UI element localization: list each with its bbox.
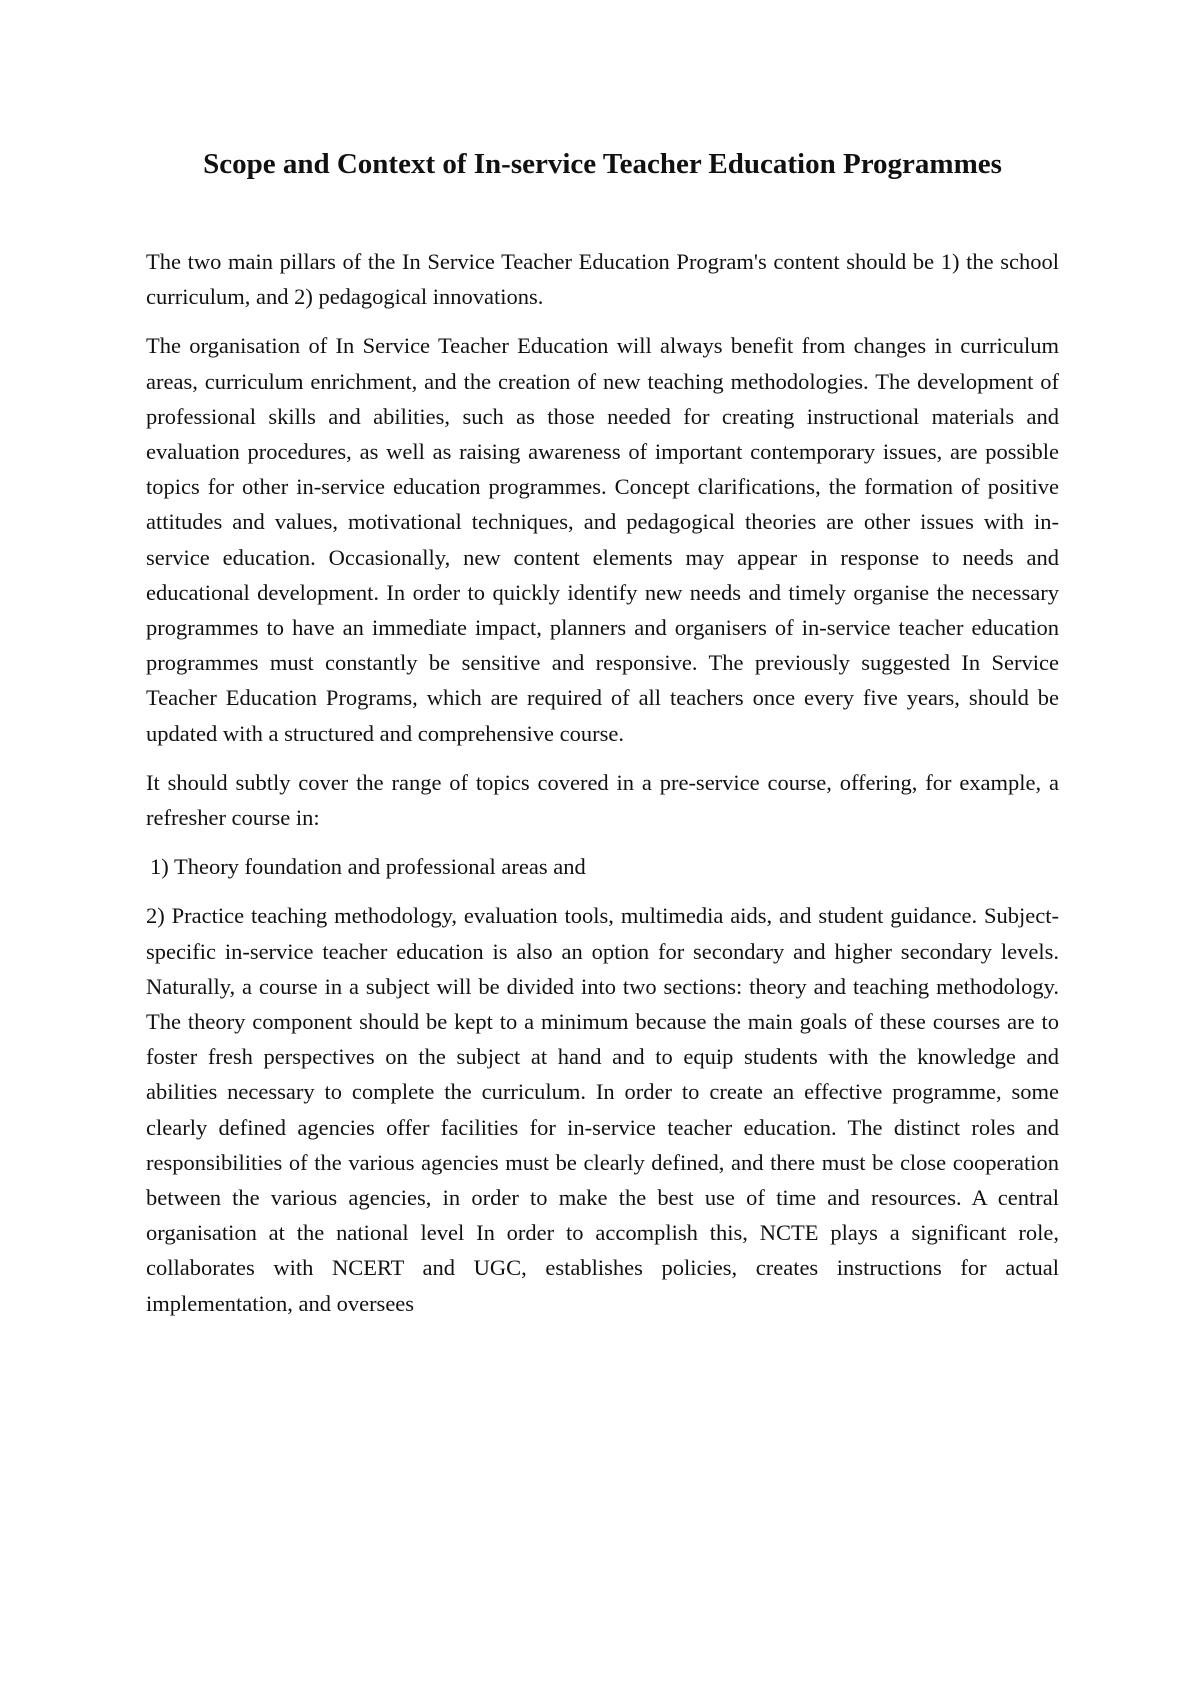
document-title: Scope and Context of In-service Teacher Education Programmes (203, 148, 1002, 180)
list-item-practice-teaching: 2) Practice teaching methodology, evaluation tools, multimedia aids, and student guidance. Subject-specific in-service teacher education is also an option for secondary and higher secondary levels. Naturally, a course in a subject will be divided into two sections: theory and teaching methodology. The theory component should be kept to a minimum because the main goals of these courses are to foster fresh perspectives on the subject at hand and to equip students with the knowledge and abilities necessary to complete the curriculum. In order to create an effective programme, some clearly defined agencies offer facilities for in-service teacher education. The distinct roles and responsibilities of the various agencies must be clearly defined, and there must be close cooperation between the various agencies, in order to make the best use of time and resources. A central organisation at the national level In order to accomplish this, NCTE plays a significant role, collaborates with NCERT and UGC, establishes policies, creates instructions for actual implementation, and oversees (146, 903, 1059, 1316)
document-body (146, 142, 1059, 1335)
paragraph-organisation: The organisation of In Service Teacher Education will always benefit from changes in curriculum areas, curriculum enrichment, and the creation of new teaching methodologies. The development of professional skills and abilities, such as those needed for creating instructional materials and evaluation procedures, as well as raising awareness of important contemporary issues, are possible topics for other in-service education programmes. Concept clarifications, the formation of positive attitudes and values, motivational techniques, and pedagogical theories are other issues with in-service education. Occasionally, new content elements may appear in response to needs and educational development. In order to quickly identify new needs and timely organise the necessary programmes to have an immediate impact, planners and organisers of in-service teacher education programmes must constantly be sensitive and responsive. The previously suggested In Service Teacher Education Programs, which are required of all teachers once every five years, should be updated with a structured and comprehensive course. (146, 333, 1059, 746)
paragraph-pillars: The two main pillars of the In Service Teacher Education Program's content should be 1) the school curriculum, and 2) pedagogical innovations. (146, 249, 1059, 310)
list-item-theory-foundation: 1) Theory foundation and professional areas and (150, 854, 586, 880)
paragraph-topics: It should subtly cover the range of topics covered in a pre-service course, offering, for example, a refresher course in: (146, 769, 1059, 831)
